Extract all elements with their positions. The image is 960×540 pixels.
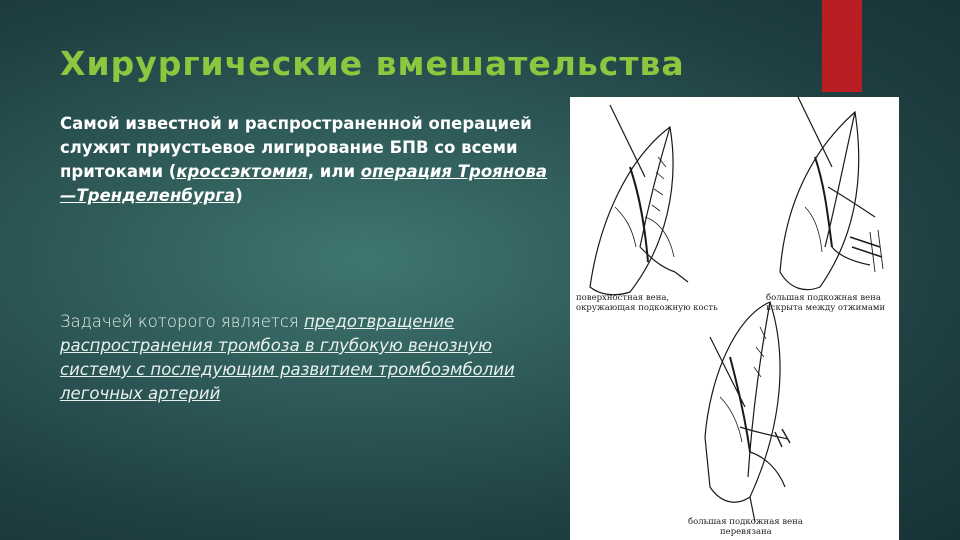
caption-between-clamps: вскрыта между отжимами bbox=[766, 303, 886, 313]
incision-drawing-3 bbox=[705, 302, 790, 522]
paragraph-crossectomy bbox=[60, 112, 560, 208]
incision-drawing-2 bbox=[780, 97, 883, 290]
paragraph-purpose bbox=[60, 310, 550, 406]
term-crossectomy: кроссэктомия bbox=[176, 162, 308, 181]
caption-great-saphenous-opened: большая подкожная вена bbox=[766, 293, 881, 303]
paragraph-1-end: ) bbox=[235, 186, 243, 205]
accent-bar bbox=[822, 0, 862, 92]
paragraph-2-text: Задачей которого является bbox=[60, 312, 304, 331]
surgery-illustration bbox=[570, 97, 899, 540]
purpose-underlined: предотвращение распространения тромбоза в глубокую венозную систему с последующим развитием тромбоэмболии легочных артерий bbox=[60, 312, 515, 403]
term-troyanov-trendelenburg: операция Троянова—Тренделенбурга bbox=[60, 162, 548, 205]
caption-surrounding: окружающая подкожную кость bbox=[576, 303, 718, 313]
caption-superficial-vein: поверхностная вена, bbox=[576, 293, 670, 303]
caption-great-saphenous-ligated: большая подкожная вена bbox=[688, 517, 803, 527]
caption-ligated: перевязана bbox=[720, 527, 772, 537]
surgery-drawing bbox=[570, 97, 899, 540]
paragraph-1-text: Самой известной и распространенной операцией служит приустьевое лигирование БПВ со всеми притоками ( bbox=[60, 114, 532, 181]
paragraph-1-middle: , или bbox=[307, 162, 361, 181]
incision-drawing-1 bbox=[590, 105, 688, 295]
slide-title: Хирургические вмешательства bbox=[60, 44, 685, 83]
